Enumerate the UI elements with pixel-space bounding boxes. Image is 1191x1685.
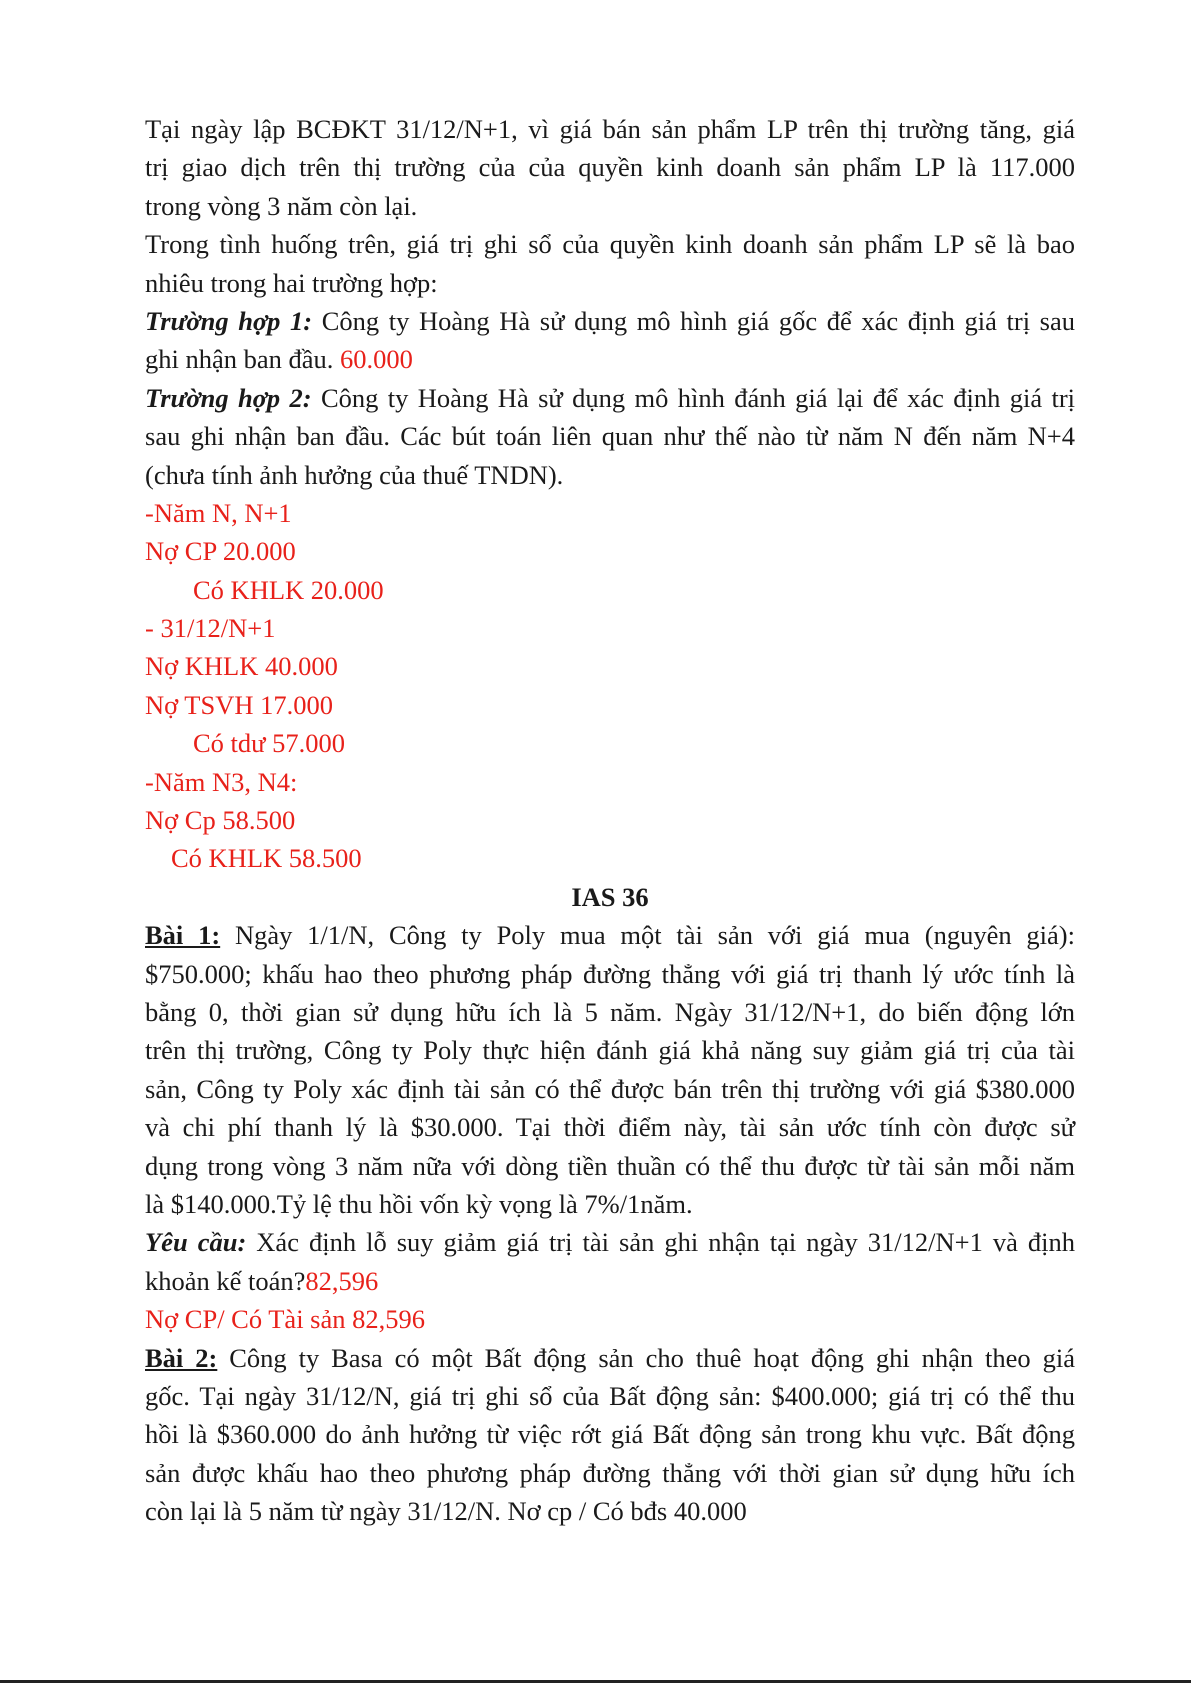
section-heading: IAS 36	[571, 881, 649, 912]
case1-text: Công ty Hoàng Hà sử dụng mô hình giá gốc để xác định giá trị sau	[312, 305, 1075, 336]
document-page	[145, 110, 1075, 1530]
bai2-label: Bài 2:	[145, 1342, 218, 1373]
case1-line	[145, 302, 1075, 340]
bai1-requirement-line	[145, 1223, 1075, 1261]
bai1-entry: Nợ CP/ Có Tài sản 82,596	[145, 1304, 426, 1335]
page-bottom-rule	[0, 1680, 1191, 1683]
bai2-line	[145, 1339, 1075, 1377]
entry-line: Có KHLK 20.000	[193, 574, 384, 605]
intro-line: trong vòng 3 năm còn lại.	[145, 190, 418, 221]
requirement-text: Xác định lỗ suy giảm giá trị tài sản ghi nhận tại ngày 31/12/N+1 và định	[246, 1227, 1075, 1258]
case1-label: Trường hợp 1:	[145, 305, 313, 336]
entry-line: Nợ TSVH 17.000	[145, 689, 333, 720]
intro-line: trị giao dịch trên thị trường của của quyền kinh doanh sản phẩm LP là 117.000	[145, 152, 1075, 183]
bai1-text: Ngày 1/1/N, Công ty Poly mua một tài sản với giá mua (nguyên giá):	[220, 920, 1075, 951]
bai1-line: $750.000; khấu hao theo phương pháp đường thẳng với giá trị thanh lý ước tính là	[145, 958, 1075, 989]
bai2-line: còn lại là 5 năm từ ngày 31/12/N. Nơ cp / Có bđs 40.000	[145, 1496, 747, 1527]
entry-line: Nợ CP 20.000	[145, 536, 296, 567]
bai1-line: và chi phí thanh lý là $30.000. Tại thời điểm này, tài sản ước tính còn được sử	[145, 1112, 1075, 1143]
intro-line: nhiêu trong hai trường hợp:	[145, 267, 438, 298]
bai1-requirement-line	[145, 1262, 1075, 1300]
case2-line	[145, 379, 1075, 417]
entry-line: - 31/12/N+1	[145, 613, 276, 644]
bai1-line: là $140.000.Tỷ lệ thu hồi vốn kỳ vọng là 7%/1năm.	[145, 1188, 693, 1219]
intro-line: Trong tình huống trên, giá trị ghi sổ của quyền kinh doanh sản phẩm LP sẽ là bao	[145, 229, 1075, 260]
bai2-line: gốc. Tại ngày 31/12/N, giá trị ghi sổ của Bất động sản: $400.000; giá trị có thể thu	[145, 1380, 1075, 1411]
requirement-label: Yêu cầu:	[145, 1227, 247, 1258]
case2-line: (chưa tính ảnh hưởng của thuế TNDN).	[145, 459, 564, 490]
entry-line: Có tdư 57.000	[193, 728, 346, 759]
bai1-line: trên thị trường, Công ty Poly thực hiện đánh giá khả năng suy giảm giá trị của tài	[145, 1035, 1075, 1066]
bai2-line: sản được khấu hao theo phương pháp đường thẳng với thời gian sử dụng hữu ích	[145, 1457, 1075, 1488]
case2-line: sau ghi nhận ban đầu. Các bút toán liên quan như thế nào từ năm N đến năm N+4	[145, 421, 1075, 452]
bai2-line: hồi là $360.000 do ảnh hưởng từ việc rớt giá Bất động sản trong khu vực. Bất động	[145, 1419, 1075, 1450]
entry-line: -Năm N3, N4:	[145, 766, 298, 797]
bai1-line: dụng trong vòng 3 năm nữa với dòng tiền thuần có thể thu được từ tài sản mỗi năm	[145, 1150, 1075, 1181]
entry-line: Nợ KHLK 40.000	[145, 651, 338, 682]
case2-label: Trường hợp 2:	[145, 382, 312, 413]
bai1-label: Bài 1:	[145, 920, 221, 951]
bai1-line: sản, Công ty Poly xác định tài sản có thể được bán trên thị trường với giá $380.000	[145, 1073, 1075, 1104]
case1-line	[145, 340, 1075, 378]
bai1-line	[145, 916, 1075, 954]
entry-line: -Năm N, N+1	[145, 497, 292, 528]
requirement-text: khoản kế toán?	[145, 1265, 306, 1296]
entry-line: Nợ Cp 58.500	[145, 805, 296, 836]
bai2-text: Công ty Basa có một Bất động sản cho thuê hoạt động ghi nhận theo giá	[217, 1342, 1075, 1373]
case1-text: ghi nhận ban đầu.	[145, 344, 341, 375]
entry-line: Có KHLK 58.500	[171, 843, 362, 874]
bai1-line: bằng 0, thời gian sử dụng hữu ích là 5 năm. Ngày 31/12/N+1, do biến động lớn	[145, 996, 1075, 1027]
case2-text: Công ty Hoàng Hà sử dụng mô hình đánh giá lại để xác định giá trị	[311, 382, 1076, 413]
intro-line: Tại ngày lập BCĐKT 31/12/N+1, vì giá bán sản phẩm LP trên thị trường tăng, giá	[145, 114, 1075, 144]
case1-answer: 60.000	[340, 344, 413, 375]
bai1-answer: 82,596	[305, 1265, 379, 1296]
